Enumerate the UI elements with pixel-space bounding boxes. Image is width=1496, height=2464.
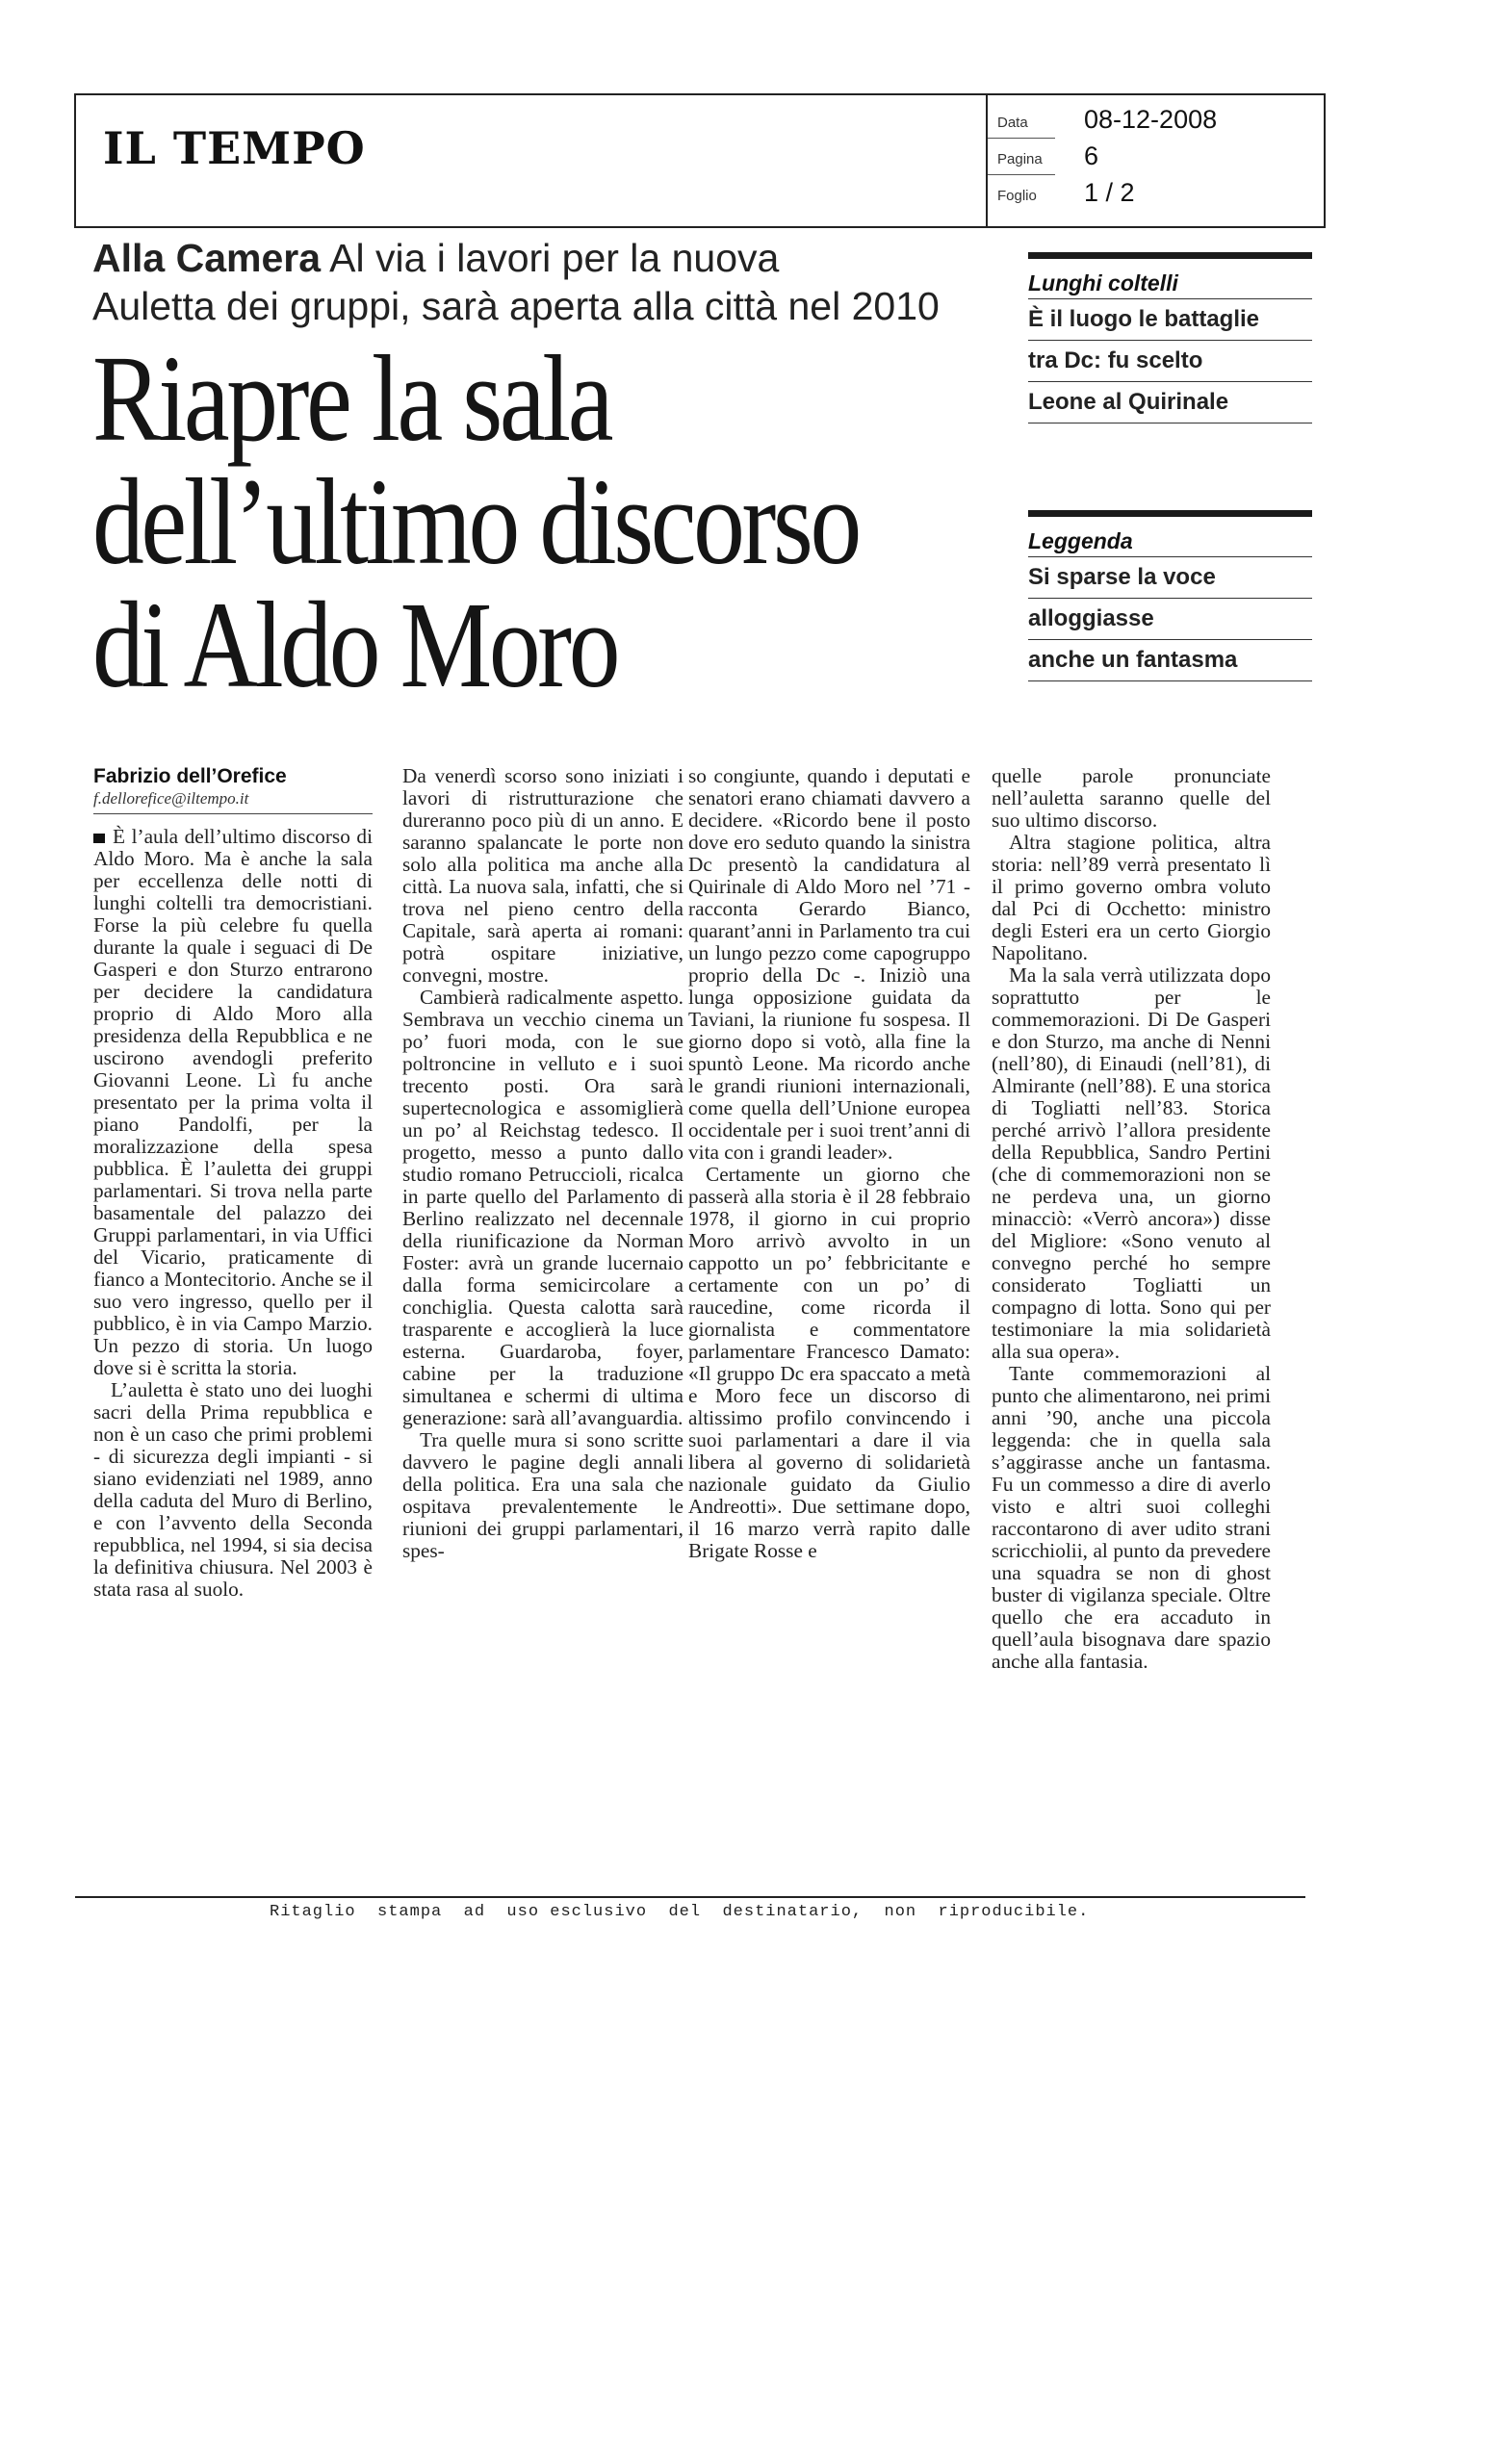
meta-divider	[988, 138, 1055, 139]
sidebar-line: alloggiasse	[1028, 599, 1312, 640]
article-column-4	[992, 765, 1271, 1673]
meta-value: 6	[1084, 141, 1099, 170]
sidebar-line: Si sparse la voce	[1028, 557, 1312, 599]
headline-line: di Aldo Moro	[92, 577, 618, 713]
sidebar-line: anche un fantasma	[1028, 640, 1312, 681]
sidebar-bar	[1028, 252, 1312, 259]
article-paragraph: quelle parole pronunciate nell’auletta saranno quelle del suo ultimo discorso.	[992, 764, 1271, 832]
meta-row-sheet	[988, 178, 1328, 213]
byline-author: Fabrizio dell’Orefice	[93, 765, 287, 787]
article-paragraph: Tante commemorazioni al punto che alimentarono, nei primi anni ’90, anche una piccola leggenda: che in quella sala s’aggirasse anche un fantasma. Fu un commesso a dire di averlo visto e altri suoi colleghi raccontarono di aver udito strani scricchiolii, al punto da prevedere una squadra se non di ghost buster di vigilanza speciale. Oltre quello che era accaduto in quell’aula bisognava dare spazio anche alla fantasia.	[992, 1362, 1271, 1673]
meta-row-page	[988, 141, 1328, 176]
kicker	[92, 234, 1017, 330]
meta-box	[986, 95, 1328, 226]
headline	[92, 330, 868, 713]
sidebar-line: tra Dc: fu scelto	[1028, 341, 1312, 382]
article-paragraph: Altra stagione politica, altra storia: nell’89 verrà presentato lì il primo governo ombra voluto dal Pci di Occhetto: ministro degli Esteri era un certo Giorgio Napolitano.	[992, 831, 1271, 964]
footer-rule	[75, 1896, 1305, 1898]
article-column-3	[688, 765, 970, 1562]
sidebar-title: Lunghi coltelli	[1028, 270, 1312, 299]
byline-email: f.dellorefice@iltempo.it	[93, 787, 373, 814]
article-paragraph: Tra quelle mura si sono scritte davvero le pagine degli annali della politica. Era una sala che ospitava prevalentemente le riunioni dei gruppi parlamentari, spes-	[402, 1428, 684, 1562]
sidebar-leggenda	[1028, 510, 1312, 681]
header-box	[74, 93, 1326, 228]
article-paragraph: Cambierà radicalmente aspetto. Sembrava un vecchio cinema un po’ fuori moda, con le sue poltroncine in velluto e i suoi trecento posti. Ora sarà supertecnologica e assomiglierà un po’ al Reichstag tedesco. Il progetto, messo a punto dallo studio romano Petruccioli, ricalca in parte quello del Parlamento di Berlino realizzato nel decennale della riunificazione da Norman Foster: avrà un grande lucernaio dalla forma semicircolare a conchiglia. Questa calotta sarà trasparente e accoglierà la luce esterna. Guardaroba, foyer, cabine per la traduzione simultanea e schermi di ultima generazione: sarà all’avanguardia.	[402, 986, 684, 1429]
kicker-line-1: Al via i lavori per la nuova	[321, 236, 780, 280]
article-paragraph: L’auletta è stato uno dei luoghi sacri della Prima repubblica e non è un caso che primi problemi - di sicurezza degli impianti - si siano evidenziati nel 1989, anno della caduta del Muro di Berlino, e con l’avvento della Seconda repubblica, nel 1994, si sia decisa la definitiva chiusura. Nel 2003 è stata rasa al suolo.	[93, 1378, 373, 1601]
article-paragraph: so congiunte, quando i deputati e senatori erano chiamati davvero a decidere. «Ricordo bene il posto dove ero seduto quando la sinistra Dc presentò la candidatura al Quirinale di Aldo Moro nel ’71 - racconta Gerardo Bianco, quarant’anni in Parlamento tra cui un lungo pezzo come capogruppo proprio della Dc -. Iniziò una lunga opposizione guidata da Taviani, la riunione fu sospesa. Il giorno dopo si votò, alla fine la spuntò Leone. Ma ricordo anche le grandi riunioni internazionali, come quella dell’Unione europea occidentale per i suoi trent’anni di vita con i grandi leader».	[688, 764, 970, 1164]
kicker-tag: Alla Camera	[92, 236, 322, 280]
meta-label: Foglio	[997, 188, 1037, 204]
article-column-2	[402, 765, 684, 1562]
meta-label: Pagina	[997, 151, 1043, 167]
meta-row-date	[988, 105, 1328, 140]
lead-square-icon	[93, 834, 105, 843]
meta-divider	[988, 174, 1055, 175]
sidebar-title: Leggenda	[1028, 528, 1312, 557]
footer-notice: Ritaglio stampa ad uso esclusivo del destinatario, non riproducibile.	[270, 1903, 1090, 1921]
headline-line: Riapre la sala	[92, 330, 611, 467]
paragraph-text: È l’aula dell’ultimo discorso di Aldo Moro. Ma è anche la sala per eccellenza delle notti di lunghi coltelli tra democristiani. Forse la più celebre fu quella durante la quale i seguaci di De Gasperi e don Sturzo entrarono per decidere la candidatura proprio di Aldo Moro alla presidenza della Repubblica e ne uscirono avendogli preferito Giovanni Leone. Lì fu anche presentato per la prima volta il piano Pandolfi, per la moralizzazione della spesa pubblica. È l’auletta dei gruppi parlamentari. Si trova nella parte basamentale del palazzo dei Gruppi parlamentari, in via Uffici del Vicario, praticamente di fianco a Montecitorio. Anche se il suo vero ingresso, quello per il pubblico, è in via Campo Marzio. Un pezzo di storia. Un luogo dove si è scritta la storia.	[93, 825, 373, 1379]
article-paragraph: Ma la sala verrà utilizzata dopo soprattutto per le commemorazioni. Di De Gasperi e don Sturzo, ma anche di Nenni (nell’80), di Einaudi (nell’81), di Almirante (nell’88). E una storica di Togliatti nell’83. Storica perché arrivò l’allora presidente della Repubblica, Sandro Pertini (che di commemorazioni non se ne perdeva una, un giorno minacciò: «Verrò ancora») disse del Migliore: «Sono venuto al convegno perché ho sempre considerato Togliatti un compagno di lotta. Sono qui per testimoniare la mia solidarietà alla sua opera».	[992, 963, 1271, 1363]
kicker-line-2: Auletta dei gruppi, sarà aperta alla città nel 2010	[92, 284, 940, 328]
sidebar-line: Leone al Quirinale	[1028, 382, 1312, 424]
meta-label: Data	[997, 115, 1028, 131]
meta-value: 08-12-2008	[1084, 105, 1218, 134]
article-paragraph	[93, 826, 373, 1379]
article-paragraph: Certamente un giorno che passerà alla storia è il 28 febbraio 1978, il giorno in cui proprio Moro arrivò avvolto in un cappotto un po’ febbricitante e certamente con un po’ di raucedine, come ricorda il giornalista e commentatore parlamentare Francesco Damato: «Il gruppo Dc era spaccato a metà e Moro fece un discorso di altissimo profilo convincendo i suoi parlamentari a dare il via libera al governo di solidarietà nazionale guidato da Giulio Andreotti». Due settimane dopo, il 16 marzo verrà rapito dalle Brigate Rosse e	[688, 1163, 970, 1562]
masthead-logo: IL TEMPO	[103, 122, 366, 174]
meta-value: 1 / 2	[1084, 178, 1135, 207]
headline-line: dell’ultimo discorso	[92, 453, 859, 590]
article-paragraph: Da venerdì scorso sono iniziati i lavori di ristrutturazione che dureranno poco più di un anno. E saranno spalancate le porte non solo alla politica ma anche alla città. La nuova sala, infatti, che si trova nel pieno centro della Capitale, sarà aperta ai romani: potrà ospitare iniziative, convegni, mostre.	[402, 764, 684, 987]
sidebar-lunghi-coltelli	[1028, 252, 1312, 424]
sidebar-line: È il luogo le battaglie	[1028, 299, 1312, 341]
sidebar-bar	[1028, 510, 1312, 517]
article-column-1	[93, 765, 373, 1601]
